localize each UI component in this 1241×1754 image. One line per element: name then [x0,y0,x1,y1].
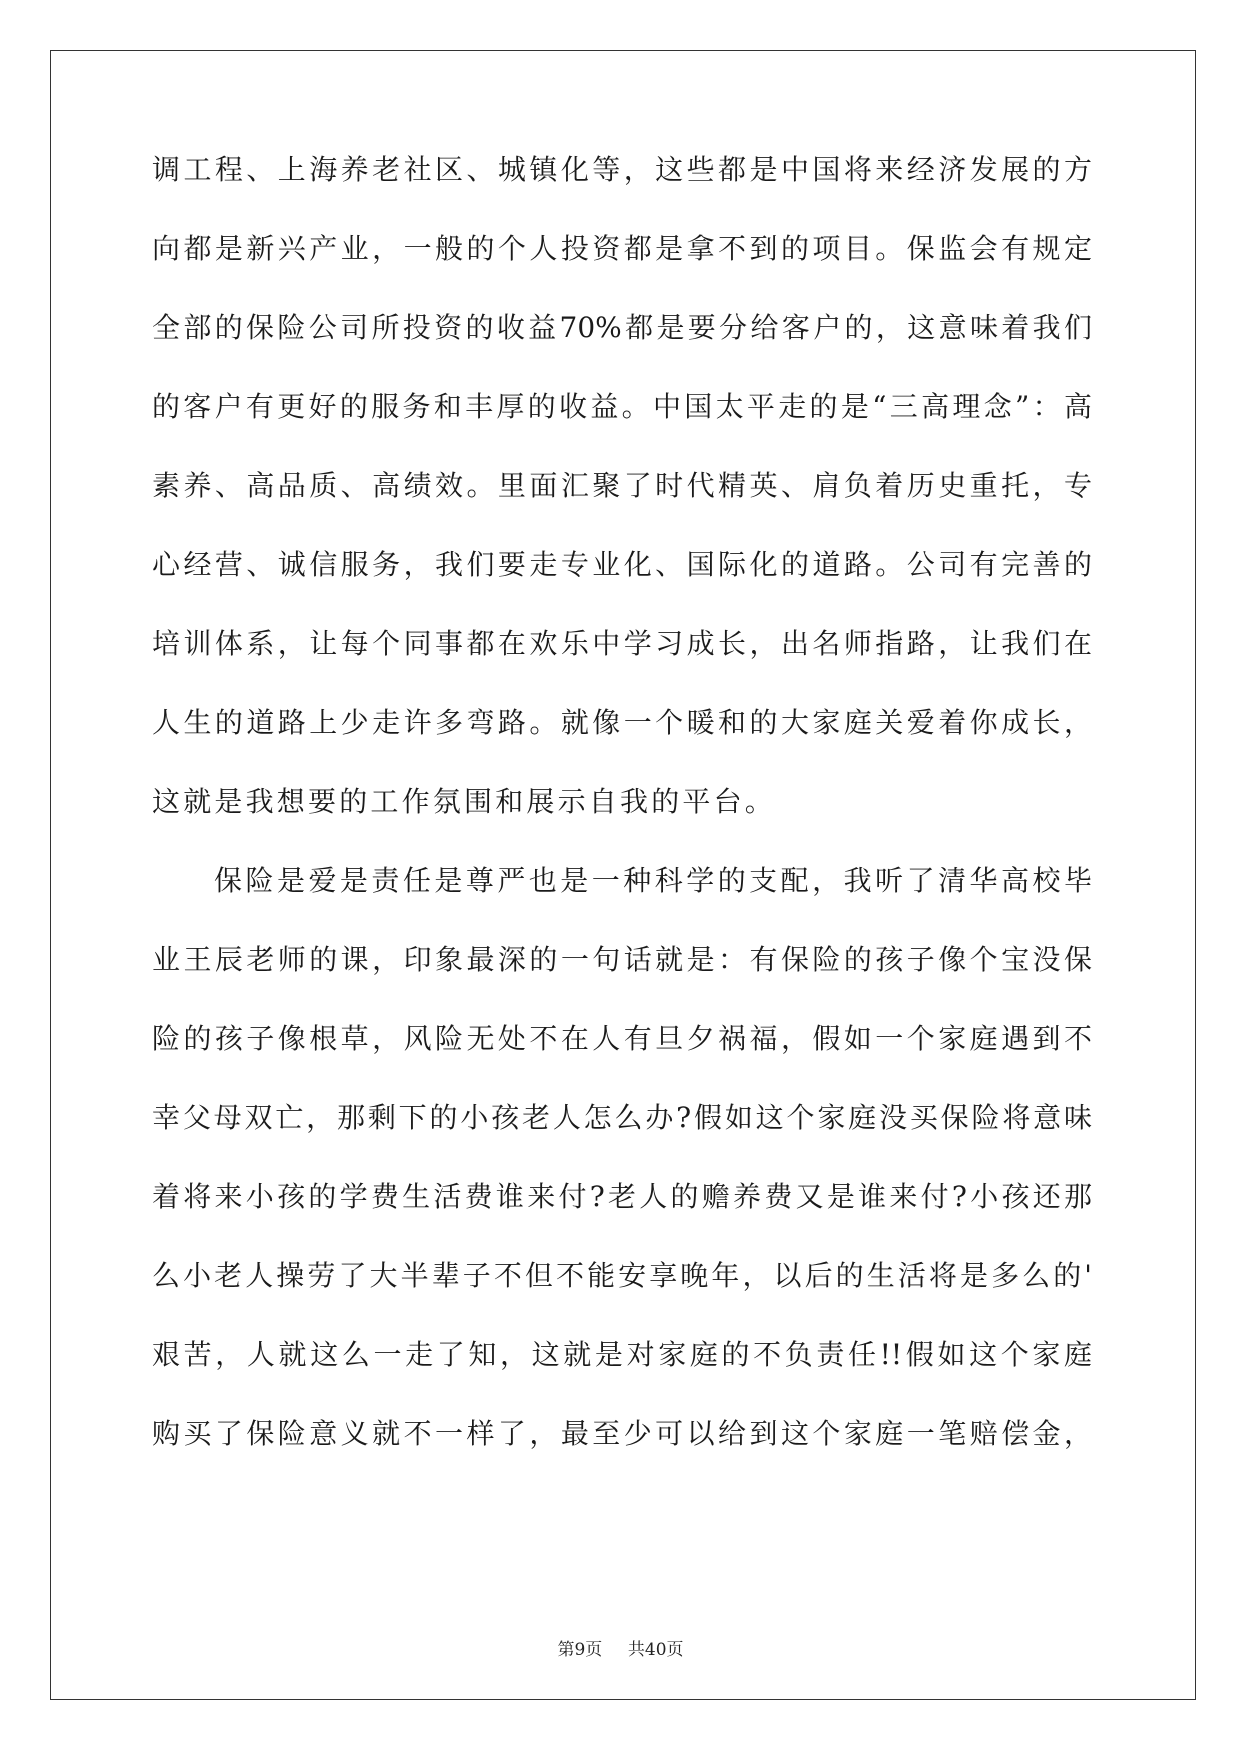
paragraph-line: 人生的道路上少走许多弯路。就像一个暖和的大家庭关爱着你成长， [152,706,1092,739]
paragraph-line: 的客户有更好的服务和丰厚的收益。中国太平走的是“三高理念”：高 [152,390,1092,423]
page-total: 共40页 [627,1640,684,1660]
paragraph-line: 调工程、上海养老社区、城镇化等，这些都是中国将来经济发展的方 [152,153,1092,186]
paragraph-line: 险的孩子像根草，风险无处不在人有旦夕祸福，假如一个家庭遇到不 [152,1022,1092,1055]
paragraph-line: 着将来小孩的学费生活费谁来付?老人的赡养费又是谁来付?小孩还那 [152,1180,1092,1213]
paragraph-line: 这就是我想要的工作氛围和展示自我的平台。 [152,785,777,818]
paragraph-line: 业王辰老师的课，印象最深的一句话就是：有保险的孩子像个宝没保 [152,943,1092,976]
paragraph-line: 培训体系，让每个同事都在欢乐中学习成长，出名师指路，让我们在 [152,627,1092,660]
paragraph-line: 素养、高品质、高绩效。里面汇聚了时代精英、肩负着历史重托，专 [152,469,1092,502]
paragraph-line: 艰苦，人就这么一走了知，这就是对家庭的不负责任!!假如这个家庭 [152,1338,1092,1371]
page-number: 第9页 [557,1640,603,1660]
paragraph-line: 幸父母双亡，那剩下的小孩老人怎么办?假如这个家庭没买保险将意味 [152,1101,1092,1134]
paragraph-line: 购买了保险意义就不一样了，最至少可以给到这个家庭一笔赔偿金， [152,1417,1092,1450]
paragraph-line: 全部的保险公司所投资的收益70%都是要分给客户的，这意味着我们 [152,311,1092,344]
paragraph-line: 心经营、诚信服务，我们要走专业化、国际化的道路。公司有完善的 [152,548,1092,581]
paragraph-line: 保险是爱是责任是尊严也是一种科学的支配，我听了清华高校毕 [214,864,1092,897]
paragraph-line: 么小老人操劳了大半辈子不但不能安享晚年，以后的生活将是多么的' [152,1259,1092,1292]
page-footer [0,1638,1241,1662]
paragraph-line: 向都是新兴产业，一般的个人投资都是拿不到的项目。保监会有规定 [152,232,1092,265]
